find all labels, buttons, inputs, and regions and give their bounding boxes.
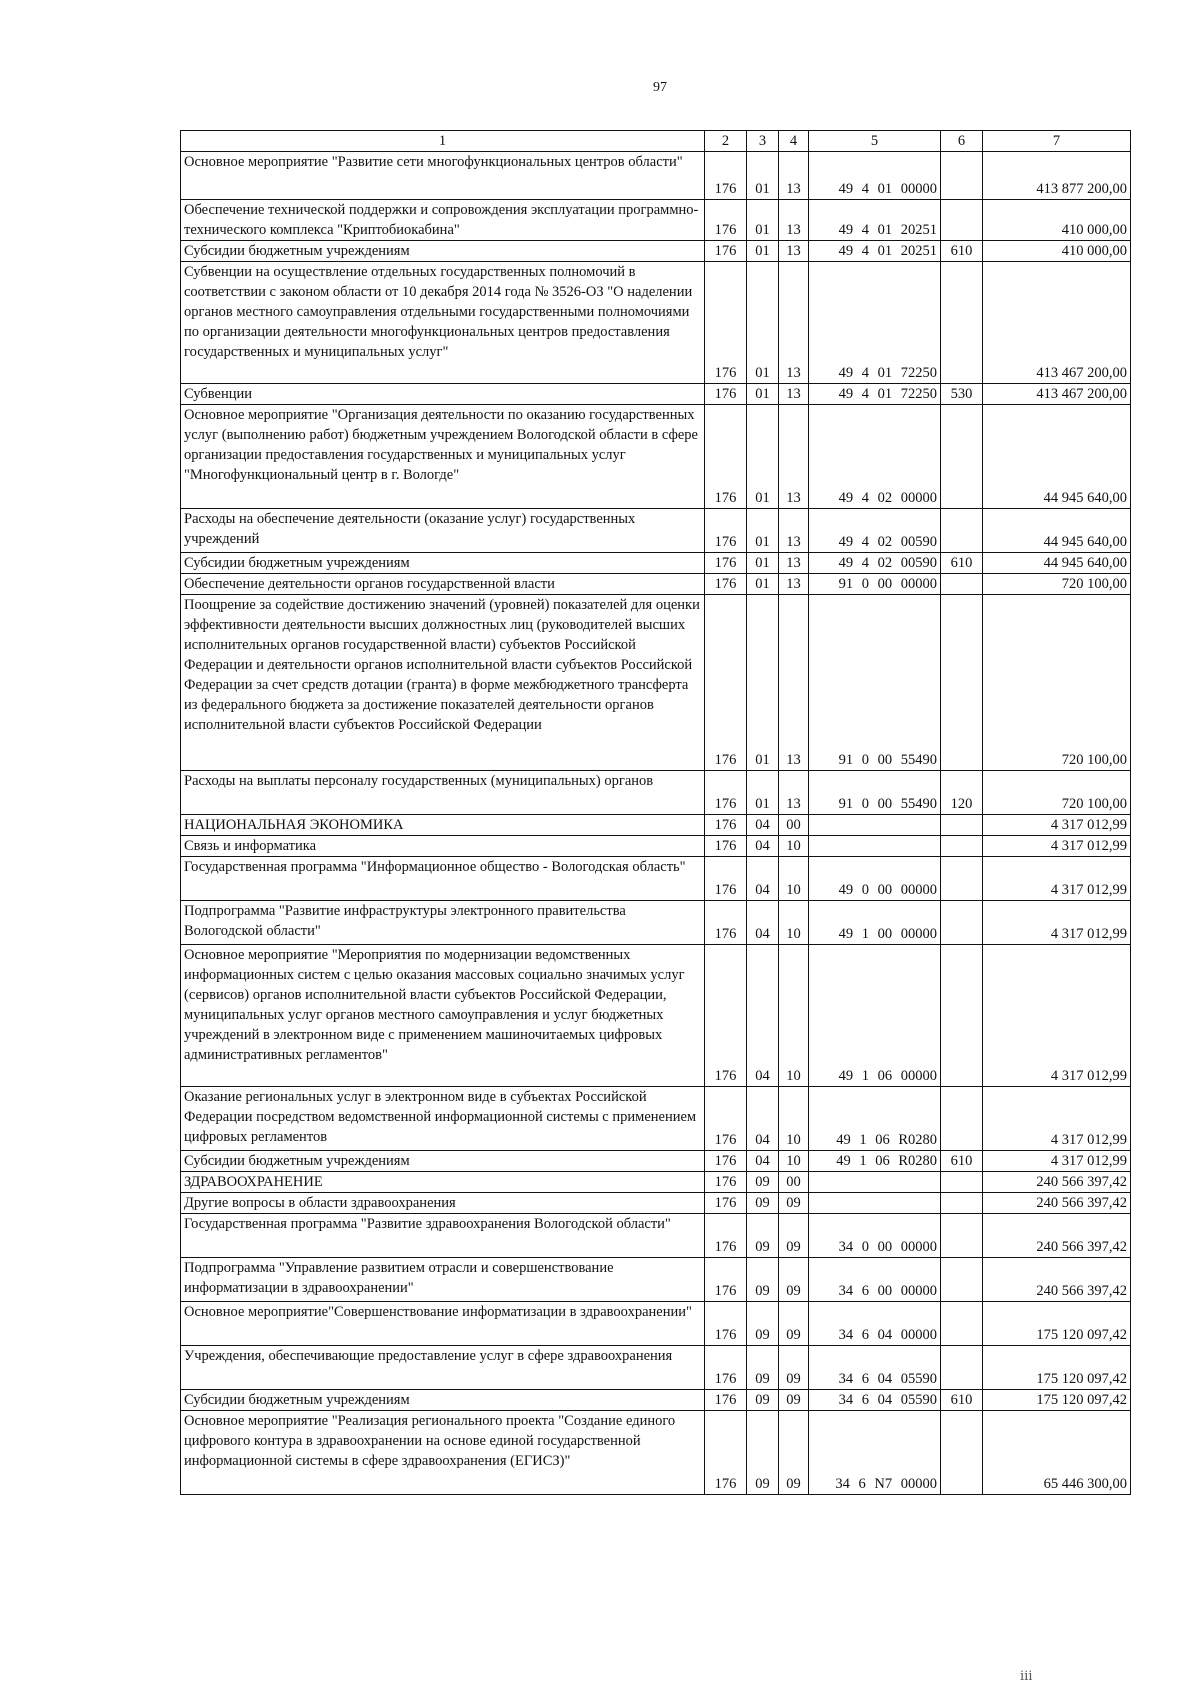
row-name-cell: Государственная программа "Развитие здравоохранения Вологодской области"	[181, 1214, 705, 1258]
row-name-cell: Основное мероприятие "Организация деятельности по оказанию государственных услуг (выполнению работ) бюджетным учреждением Вологодской области в сфере организации предоставления государственных и муниципальных услуг "Многофункциональный центр в г. Вологде"	[181, 405, 705, 509]
table-row	[181, 574, 1131, 595]
grbs-cell: 176	[705, 1087, 747, 1151]
target-article-cell: 49 4 02 00590	[809, 553, 941, 574]
target-article-cell: 49 4 02 00590	[809, 509, 941, 553]
table-row	[181, 1214, 1131, 1258]
grbs-cell: 176	[705, 1151, 747, 1172]
row-name-cell: Подпрограмма "Управление развитием отрасли и совершенствование информатизации в здравоохранении"	[181, 1258, 705, 1302]
table-row	[181, 945, 1131, 1087]
expense-type-cell	[941, 262, 983, 384]
amount-cell: 44 945 640,00	[983, 509, 1131, 553]
section-cell: 09	[747, 1193, 779, 1214]
amount-cell: 4 317 012,99	[983, 836, 1131, 857]
amount-cell: 4 317 012,99	[983, 815, 1131, 836]
section-cell: 01	[747, 241, 779, 262]
target-article-cell: 49 1 06 00000	[809, 945, 941, 1087]
section-cell: 09	[747, 1302, 779, 1346]
grbs-cell: 176	[705, 1411, 747, 1495]
grbs-cell: 176	[705, 509, 747, 553]
subsection-cell: 10	[779, 945, 809, 1087]
target-article-cell: 49 1 00 00000	[809, 901, 941, 945]
amount-cell: 4 317 012,99	[983, 1087, 1131, 1151]
target-article-cell	[809, 836, 941, 857]
amount-cell: 410 000,00	[983, 200, 1131, 241]
row-name-cell: Основное мероприятие "Мероприятия по модернизации ведомственных информационных систем с целью оказания массовых социально значимых услуг (сервисов) органов исполнительной власти субъектов Российской Федерации, муниципальных услуг органов местного самоуправления и услуг бюджетных учреждений в электронном виде с применением машиночитаемых цифровых административных регламентов"	[181, 945, 705, 1087]
table-row	[181, 509, 1131, 553]
table-row	[181, 1346, 1131, 1390]
row-name-cell: Учреждения, обеспечивающие предоставление услуг в сфере здравоохранения	[181, 1346, 705, 1390]
section-cell: 09	[747, 1346, 779, 1390]
expense-type-cell: 610	[941, 1390, 983, 1411]
subsection-cell: 13	[779, 405, 809, 509]
table-row	[181, 1411, 1131, 1495]
amount-cell: 65 446 300,00	[983, 1411, 1131, 1495]
column-header: 6	[941, 131, 983, 152]
column-number-row	[181, 131, 1131, 152]
section-cell: 04	[747, 1087, 779, 1151]
grbs-cell: 176	[705, 553, 747, 574]
expense-type-cell: 610	[941, 1151, 983, 1172]
table-row	[181, 553, 1131, 574]
subsection-cell: 09	[779, 1302, 809, 1346]
table-row	[181, 152, 1131, 200]
expense-type-cell	[941, 152, 983, 200]
row-name-cell: Расходы на выплаты персоналу государственных (муниципальных) органов	[181, 771, 705, 815]
subsection-cell: 00	[779, 1172, 809, 1193]
table-row	[181, 1193, 1131, 1214]
section-cell: 01	[747, 595, 779, 771]
row-name-cell: Обеспечение технической поддержки и сопровождения эксплуатации программно-технического комплекса "Криптобиокабина"	[181, 200, 705, 241]
column-header: 4	[779, 131, 809, 152]
amount-cell: 175 120 097,42	[983, 1302, 1131, 1346]
target-article-cell: 34 6 N7 00000	[809, 1411, 941, 1495]
row-name-cell: Оказание региональных услуг в электронном виде в субъектах Российской Федерации посредством ведомственной информационной системы с применением цифровых регламентов	[181, 1087, 705, 1151]
column-header: 1	[181, 131, 705, 152]
column-header: 2	[705, 131, 747, 152]
target-article-cell: 91 0 00 00000	[809, 574, 941, 595]
table-row	[181, 384, 1131, 405]
expense-type-cell: 120	[941, 771, 983, 815]
grbs-cell: 176	[705, 1346, 747, 1390]
subsection-cell: 13	[779, 200, 809, 241]
expense-type-cell	[941, 1258, 983, 1302]
subsection-cell: 13	[779, 771, 809, 815]
amount-cell: 240 566 397,42	[983, 1214, 1131, 1258]
row-name-cell: Другие вопросы в области здравоохранения	[181, 1193, 705, 1214]
section-cell: 09	[747, 1411, 779, 1495]
table-row	[181, 857, 1131, 901]
amount-cell: 4 317 012,99	[983, 945, 1131, 1087]
section-cell: 04	[747, 1151, 779, 1172]
expense-type-cell	[941, 1346, 983, 1390]
table-row	[181, 1258, 1131, 1302]
amount-cell: 240 566 397,42	[983, 1193, 1131, 1214]
section-cell: 01	[747, 574, 779, 595]
amount-cell: 240 566 397,42	[983, 1172, 1131, 1193]
subsection-cell: 09	[779, 1346, 809, 1390]
section-cell: 04	[747, 945, 779, 1087]
table-row	[181, 1172, 1131, 1193]
section-cell: 04	[747, 901, 779, 945]
expense-type-cell: 530	[941, 384, 983, 405]
row-name-cell: Подпрограмма "Развитие инфраструктуры электронного правительства Вологодской области"	[181, 901, 705, 945]
row-name-cell: Основное мероприятие"Совершенствование информатизации в здравоохранении"	[181, 1302, 705, 1346]
grbs-cell: 176	[705, 815, 747, 836]
target-article-cell: 91 0 00 55490	[809, 771, 941, 815]
grbs-cell: 176	[705, 1214, 747, 1258]
expense-type-cell	[941, 815, 983, 836]
expense-type-cell	[941, 945, 983, 1087]
budget-table	[180, 130, 1131, 1495]
table-row	[181, 836, 1131, 857]
amount-cell: 413 877 200,00	[983, 152, 1131, 200]
target-article-cell	[809, 815, 941, 836]
subsection-cell: 09	[779, 1214, 809, 1258]
table-row	[181, 901, 1131, 945]
target-article-cell: 49 4 01 72250	[809, 384, 941, 405]
row-name-cell: Субсидии бюджетным учреждениям	[181, 241, 705, 262]
amount-cell: 720 100,00	[983, 574, 1131, 595]
table-row	[181, 595, 1131, 771]
amount-cell: 720 100,00	[983, 771, 1131, 815]
subsection-cell: 13	[779, 241, 809, 262]
page-number: 97	[653, 80, 667, 95]
table-row	[181, 815, 1131, 836]
target-article-cell	[809, 1172, 941, 1193]
grbs-cell: 176	[705, 1302, 747, 1346]
target-article-cell	[809, 1193, 941, 1214]
grbs-cell: 176	[705, 945, 747, 1087]
grbs-cell: 176	[705, 836, 747, 857]
target-article-cell: 49 1 06 R0280	[809, 1151, 941, 1172]
row-name-cell: НАЦИОНАЛЬНАЯ ЭКОНОМИКА	[181, 815, 705, 836]
corner-mark: ⅲ	[1020, 1668, 1033, 1683]
expense-type-cell	[941, 1411, 983, 1495]
expense-type-cell	[941, 509, 983, 553]
grbs-cell: 176	[705, 1390, 747, 1411]
row-name-cell: Основное мероприятие "Развитие сети многофункциональных центров области"	[181, 152, 705, 200]
expense-type-cell	[941, 1214, 983, 1258]
table-row	[181, 1390, 1131, 1411]
grbs-cell: 176	[705, 901, 747, 945]
grbs-cell: 176	[705, 1193, 747, 1214]
section-cell: 01	[747, 553, 779, 574]
amount-cell: 4 317 012,99	[983, 1151, 1131, 1172]
expense-type-cell	[941, 405, 983, 509]
table-row	[181, 262, 1131, 384]
amount-cell: 44 945 640,00	[983, 405, 1131, 509]
expense-type-cell	[941, 857, 983, 901]
row-name-cell: Субсидии бюджетным учреждениям	[181, 1390, 705, 1411]
section-cell: 01	[747, 405, 779, 509]
amount-cell: 175 120 097,42	[983, 1346, 1131, 1390]
expense-type-cell	[941, 836, 983, 857]
column-header: 3	[747, 131, 779, 152]
expense-type-cell	[941, 1087, 983, 1151]
expense-type-cell	[941, 901, 983, 945]
target-article-cell: 49 4 01 72250	[809, 262, 941, 384]
grbs-cell: 176	[705, 574, 747, 595]
grbs-cell: 176	[705, 241, 747, 262]
budget-table-body	[181, 131, 1131, 1495]
subsection-cell: 10	[779, 901, 809, 945]
row-name-cell: Расходы на обеспечение деятельности (оказание услуг) государственных учреждений	[181, 509, 705, 553]
target-article-cell: 49 4 01 20251	[809, 241, 941, 262]
subsection-cell: 13	[779, 262, 809, 384]
section-cell: 09	[747, 1214, 779, 1258]
table-row	[181, 1151, 1131, 1172]
table-row	[181, 1302, 1131, 1346]
section-cell: 01	[747, 262, 779, 384]
amount-cell: 413 467 200,00	[983, 384, 1131, 405]
amount-cell: 175 120 097,42	[983, 1390, 1131, 1411]
table-row	[181, 200, 1131, 241]
target-article-cell: 34 6 04 00000	[809, 1302, 941, 1346]
expense-type-cell	[941, 1172, 983, 1193]
column-header: 7	[983, 131, 1131, 152]
amount-cell: 413 467 200,00	[983, 262, 1131, 384]
expense-type-cell: 610	[941, 553, 983, 574]
grbs-cell: 176	[705, 200, 747, 241]
section-cell: 01	[747, 771, 779, 815]
section-cell: 04	[747, 836, 779, 857]
subsection-cell: 09	[779, 1193, 809, 1214]
table-row	[181, 771, 1131, 815]
subsection-cell: 13	[779, 553, 809, 574]
grbs-cell: 176	[705, 771, 747, 815]
target-article-cell: 49 4 01 00000	[809, 152, 941, 200]
target-article-cell: 34 6 04 05590	[809, 1346, 941, 1390]
section-cell: 01	[747, 384, 779, 405]
subsection-cell: 13	[779, 384, 809, 405]
grbs-cell: 176	[705, 262, 747, 384]
subsection-cell: 10	[779, 1151, 809, 1172]
row-name-cell: ЗДРАВООХРАНЕНИЕ	[181, 1172, 705, 1193]
expense-type-cell	[941, 1302, 983, 1346]
subsection-cell: 09	[779, 1258, 809, 1302]
row-name-cell: Государственная программа "Информационное общество - Вологодская область"	[181, 857, 705, 901]
target-article-cell: 34 0 00 00000	[809, 1214, 941, 1258]
table-row	[181, 1087, 1131, 1151]
grbs-cell: 176	[705, 1258, 747, 1302]
section-cell: 01	[747, 509, 779, 553]
table-row	[181, 241, 1131, 262]
subsection-cell: 13	[779, 574, 809, 595]
row-name-cell: Субсидии бюджетным учреждениям	[181, 1151, 705, 1172]
expense-type-cell: 610	[941, 241, 983, 262]
section-cell: 01	[747, 200, 779, 241]
grbs-cell: 176	[705, 595, 747, 771]
row-name-cell: Связь и информатика	[181, 836, 705, 857]
section-cell: 01	[747, 152, 779, 200]
subsection-cell: 13	[779, 509, 809, 553]
amount-cell: 44 945 640,00	[983, 553, 1131, 574]
target-article-cell: 49 4 01 20251	[809, 200, 941, 241]
grbs-cell: 176	[705, 152, 747, 200]
subsection-cell: 10	[779, 1087, 809, 1151]
section-cell: 09	[747, 1258, 779, 1302]
grbs-cell: 176	[705, 857, 747, 901]
subsection-cell: 13	[779, 152, 809, 200]
target-article-cell: 49 1 06 R0280	[809, 1087, 941, 1151]
subsection-cell: 09	[779, 1411, 809, 1495]
amount-cell: 4 317 012,99	[983, 857, 1131, 901]
row-name-cell: Обеспечение деятельности органов государственной власти	[181, 574, 705, 595]
amount-cell: 240 566 397,42	[983, 1258, 1131, 1302]
expense-type-cell	[941, 1193, 983, 1214]
column-header: 5	[809, 131, 941, 152]
grbs-cell: 176	[705, 405, 747, 509]
subsection-cell: 00	[779, 815, 809, 836]
subsection-cell: 10	[779, 836, 809, 857]
subsection-cell: 10	[779, 857, 809, 901]
expense-type-cell	[941, 574, 983, 595]
grbs-cell: 176	[705, 1172, 747, 1193]
grbs-cell: 176	[705, 384, 747, 405]
target-article-cell: 91 0 00 55490	[809, 595, 941, 771]
row-name-cell: Субвенции на осуществление отдельных государственных полномочий в соответствии с законом области от 10 декабря 2014 года № 3526-ОЗ "О наделении органов местного самоуправления отдельными государственными полномочиями по организации деятельности многофункциональных центров предоставления государственных и муниципальных услуг"	[181, 262, 705, 384]
target-article-cell: 34 6 00 00000	[809, 1258, 941, 1302]
target-article-cell: 34 6 04 05590	[809, 1390, 941, 1411]
amount-cell: 720 100,00	[983, 595, 1131, 771]
expense-type-cell	[941, 595, 983, 771]
section-cell: 09	[747, 1390, 779, 1411]
subsection-cell: 09	[779, 1390, 809, 1411]
section-cell: 04	[747, 815, 779, 836]
subsection-cell: 13	[779, 595, 809, 771]
expense-type-cell	[941, 200, 983, 241]
target-article-cell: 49 4 02 00000	[809, 405, 941, 509]
target-article-cell: 49 0 00 00000	[809, 857, 941, 901]
amount-cell: 410 000,00	[983, 241, 1131, 262]
row-name-cell: Поощрение за содействие достижению значений (уровней) показателей для оценки эффективности деятельности высших должностных лиц (руководителей высших исполнительных органов государственной власти) субъектов Российской Федерации и деятельности органов исполнительной власти субъектов Российской Федерации за счет средств дотации (гранта) в форме межбюджетного трансферта из федерального бюджета за достижение показателей деятельности органов исполнительной власти субъектов Российской Федерации	[181, 595, 705, 771]
row-name-cell: Субвенции	[181, 384, 705, 405]
section-cell: 04	[747, 857, 779, 901]
row-name-cell: Субсидии бюджетным учреждениям	[181, 553, 705, 574]
amount-cell: 4 317 012,99	[983, 901, 1131, 945]
table-row	[181, 405, 1131, 509]
row-name-cell: Основное мероприятие "Реализация регионального проекта "Создание единого цифрового контура в здравоохранении на основе единой государственной информационной системы в сфере здравоохранения (ЕГИСЗ)"	[181, 1411, 705, 1495]
section-cell: 09	[747, 1172, 779, 1193]
